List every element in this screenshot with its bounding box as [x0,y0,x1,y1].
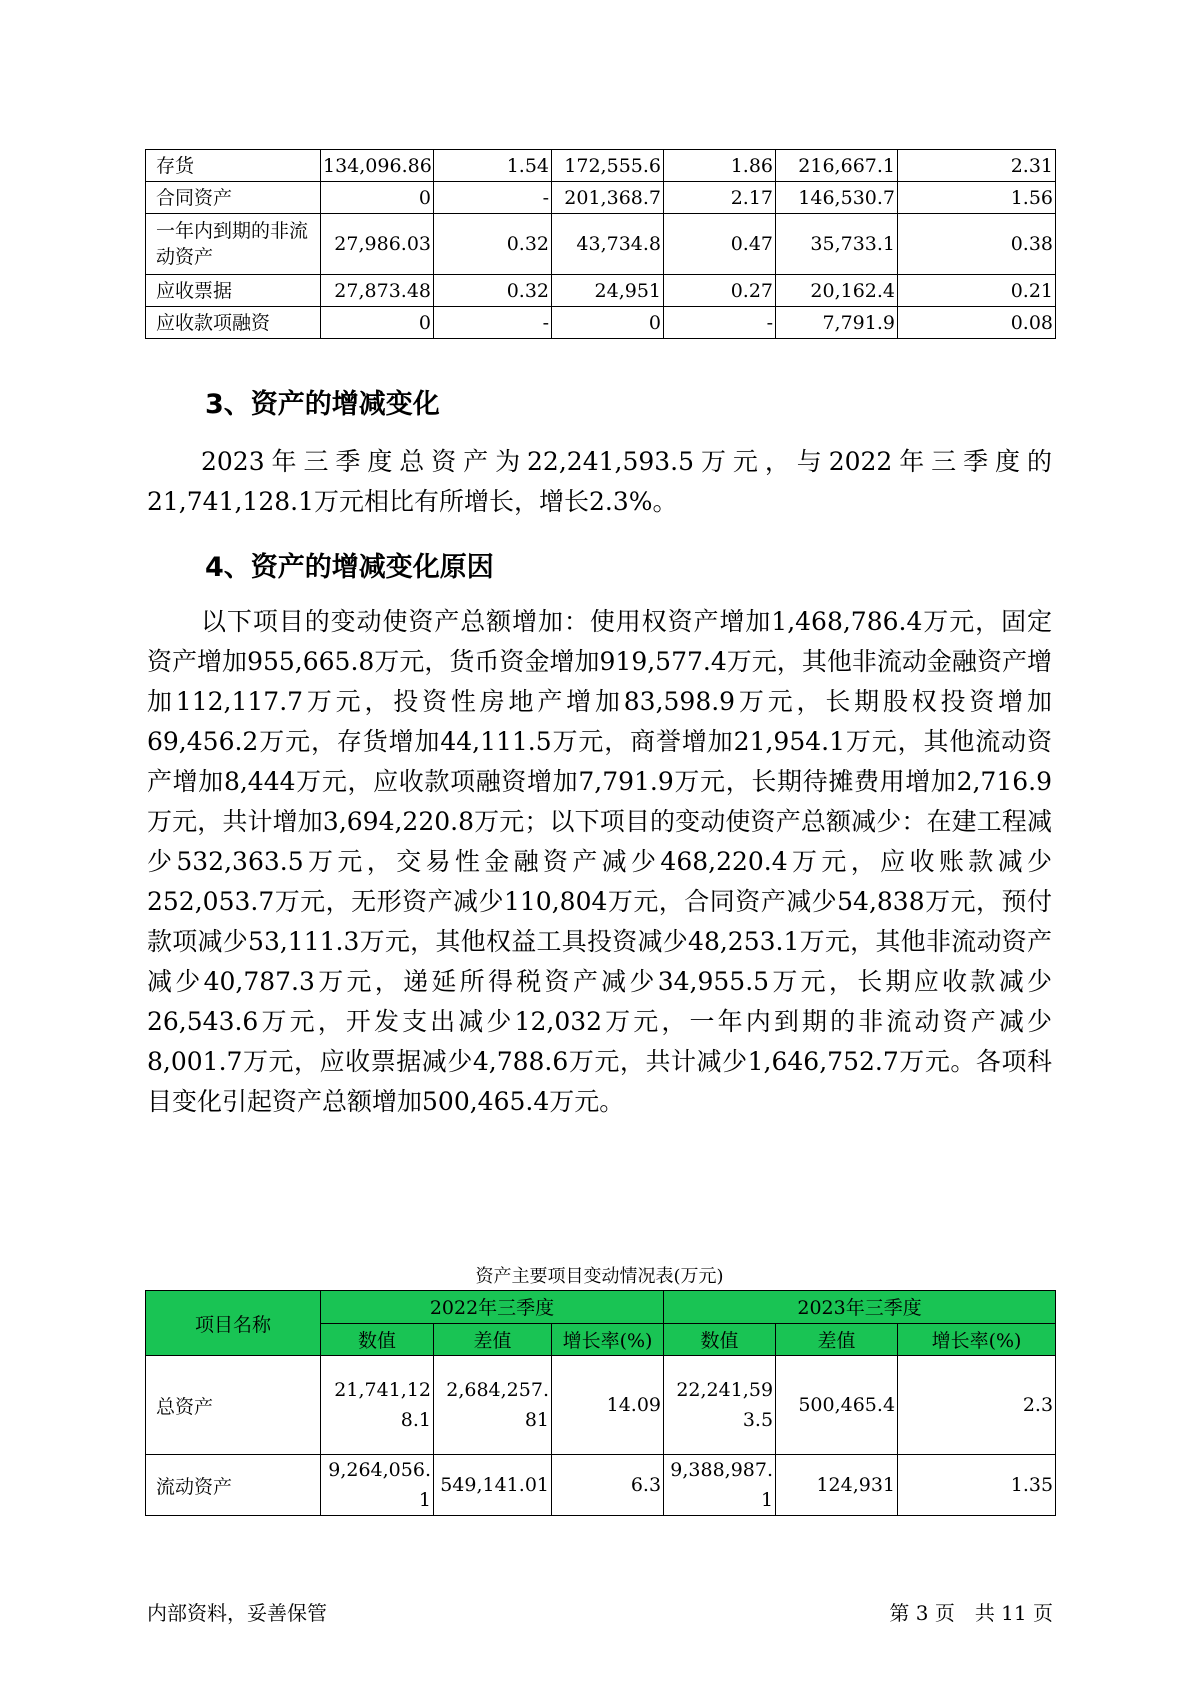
table-row [146,307,1056,339]
paragraph: 2023年三季度总资产为22,241,593.5万元，与2022年三季度的21,741,128.1万元相比有所增长，增长2.3%。 [147,447,1052,516]
row-label: 应收款项融资 [146,307,321,339]
column-header: 增长率(%) [552,1323,664,1356]
table-row [146,214,1056,275]
column-group-header: 2023年三季度 [664,1291,1056,1324]
table-row [146,275,1056,307]
value-cell: 0 [552,307,664,339]
value-cell: 9,388,987.1 [664,1455,776,1516]
header-row [146,1291,1056,1324]
value-cell: 21,741,128.1 [321,1356,434,1455]
value-cell: 27,873.48 [321,275,434,307]
ratio-cell: 1.54 [434,150,552,182]
column-header: 项目名称 [146,1291,321,1356]
column-header: 差值 [776,1323,898,1356]
value-cell: 134,096.86 [321,150,434,182]
asset-ratio-table [145,149,1056,339]
ratio-cell: 2.31 [898,150,1056,182]
table-caption: 资产主要项目变动情况表(万元) [475,1266,724,1287]
ratio-cell: - [664,307,776,339]
ratio-cell: - [434,307,552,339]
row-label: 总资产 [146,1356,321,1455]
value-cell: 43,734.8 [552,214,664,275]
row-label: 应收票据 [146,275,321,307]
ratio-cell: 2.17 [664,182,776,214]
footer-note: 内部资料，妥善保管 [147,1601,327,1625]
value-cell: 0 [321,182,434,214]
value-cell: 24,951 [552,275,664,307]
ratio-cell: 0.21 [898,275,1056,307]
column-header: 增长率(%) [898,1323,1056,1356]
diff-cell: 124,931 [776,1455,898,1516]
value-cell: 9,264,056.1 [321,1455,434,1516]
table-row [146,150,1056,182]
diff-cell: 549,141.01 [434,1455,552,1516]
ratio-cell: 0.08 [898,307,1056,339]
section-heading: 4、资产的增减变化原因 [205,552,494,583]
column-group-header: 2022年三季度 [321,1291,664,1324]
diff-cell: 500,465.4 [776,1356,898,1455]
row-label: 一年内到期的非流动资产 [146,214,321,275]
row-label: 合同资产 [146,182,321,214]
ratio-cell: 1.86 [664,150,776,182]
row-label: 存货 [146,150,321,182]
diff-cell: 2,684,257.81 [434,1356,552,1455]
value-cell: 27,986.03 [321,214,434,275]
table-row [146,182,1056,214]
asset-change-table [145,1290,1056,1516]
table-row [146,1455,1056,1516]
ratio-cell: - [434,182,552,214]
ratio-cell: 0.32 [434,214,552,275]
value-cell: 216,667.1 [776,150,898,182]
value-cell: 146,530.7 [776,182,898,214]
ratio-cell: 0.47 [664,214,776,275]
row-label: 流动资产 [146,1455,321,1516]
rate-cell: 14.09 [552,1356,664,1455]
ratio-cell: 0.38 [898,214,1056,275]
value-cell: 22,241,593.5 [664,1356,776,1455]
ratio-cell: 1.56 [898,182,1056,214]
column-header: 数值 [321,1323,434,1356]
ratio-cell: 0.27 [664,275,776,307]
rate-cell: 2.3 [898,1356,1056,1455]
column-header: 数值 [664,1323,776,1356]
value-cell: 20,162.4 [776,275,898,307]
rate-cell: 6.3 [552,1455,664,1516]
value-cell: 172,555.6 [552,150,664,182]
value-cell: 0 [321,307,434,339]
value-cell: 7,791.9 [776,307,898,339]
page-number: 第 3 页 共 11 页 [889,1601,1053,1625]
ratio-cell: 0.32 [434,275,552,307]
rate-cell: 1.35 [898,1455,1056,1516]
value-cell: 35,733.1 [776,214,898,275]
section-heading: 3、资产的增减变化 [205,389,440,420]
value-cell: 201,368.7 [552,182,664,214]
table-row [146,1356,1056,1455]
column-header: 差值 [434,1323,552,1356]
paragraph: 以下项目的变动使资产总额增加：使用权资产增加1,468,786.4万元，固定资产增加955,665.8万元，货币资金增加919,577.4万元，其他非流动金融资产增加112,117.7万元，投资性房地产增加83,598.9万元，长期股权投资增加69,456.2万元，存货增加44,111.5万元，商誉增加21,954.1万元，其他流动资产增加8,444万元，应收款项融资增加7,791.9万元，长期待摊费用增加2,716.9万元，共计增加3,694,220.8万元；以下项目的变动使资产总额减少：在建工程减少532,363.5万元，交易性金融资产减少468,220.4万元，应收账款减少252,053.7万元，无形资产减少110,804万元，合同资产减少54,838万元，预付款项减少53,111.3万元，其他权益工具投资减少48,253.1万元，其他非流动资产减少40,787.3万元，递延所得税资产减少34,955.5万元，长期应收款减少26,543.6万元，开发支出减少12,032万元，一年内到期的非流动资产减少8,001.7万元，应收票据减少4,788.6万元，共计减少1,646,752.7万元。各项科目变化引起资产总额增加500,465.4万元。 [147,607,1052,1116]
